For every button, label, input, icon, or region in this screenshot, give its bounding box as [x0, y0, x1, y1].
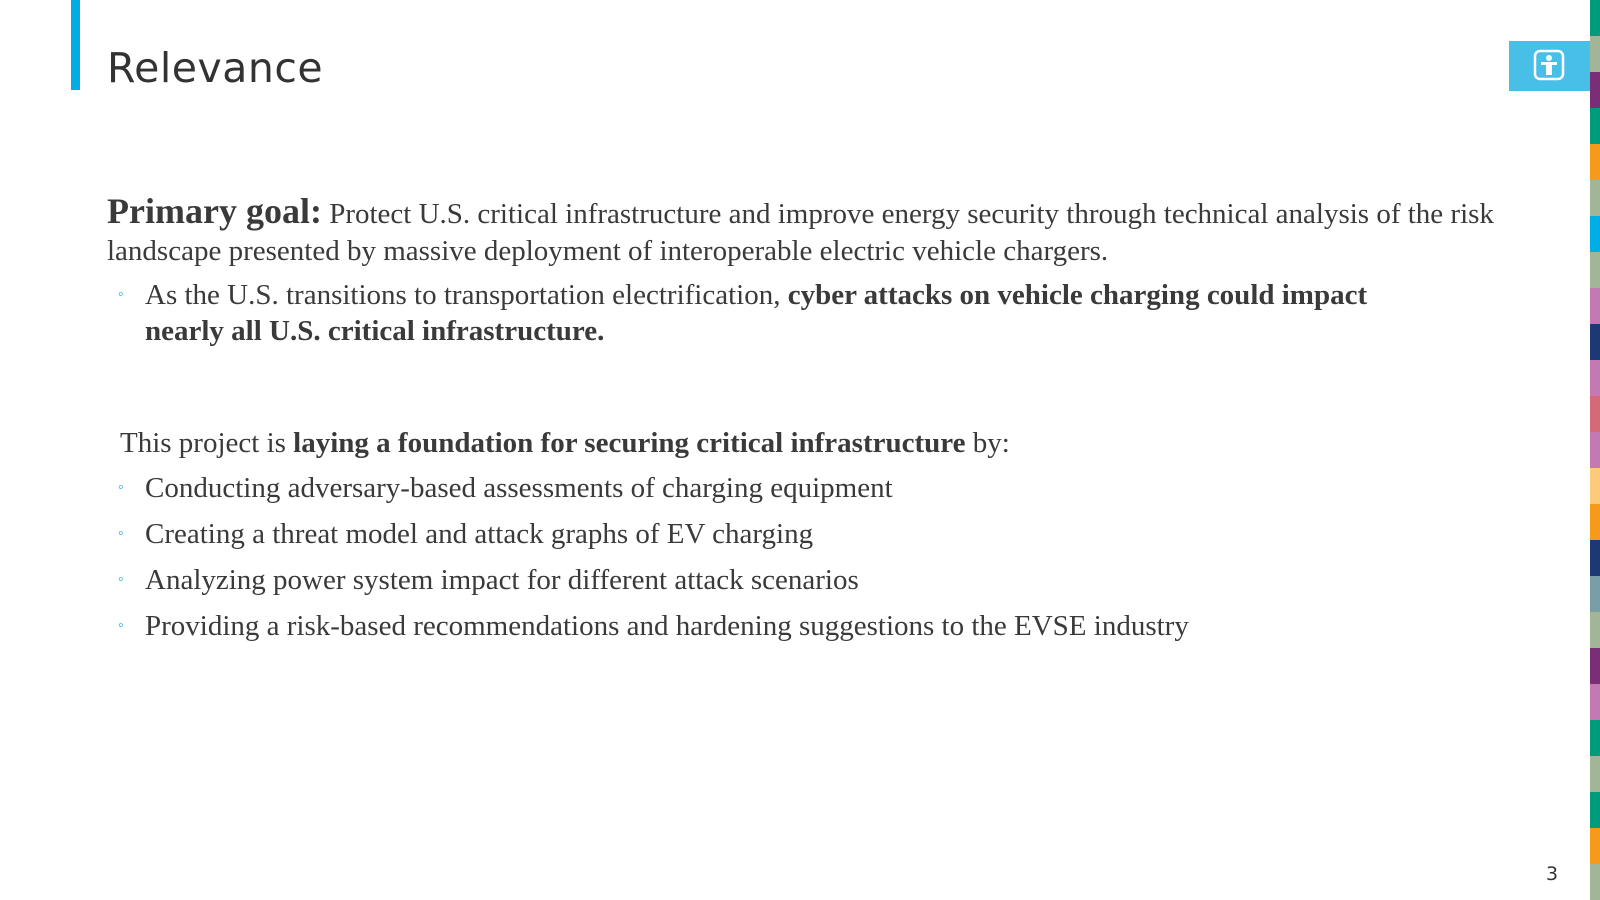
- primary-goal-sub-list: [118, 277, 1418, 349]
- color-bar-segment: [1590, 540, 1600, 576]
- bullet-icon: ◦: [118, 286, 124, 303]
- color-bar-segment: [1590, 252, 1600, 288]
- color-bar-segment: [1590, 864, 1600, 900]
- color-bar-segment: [1590, 684, 1600, 720]
- list-item-text: Providing a risk-based recommendations and hardening suggestions to the EVSE industry: [145, 610, 1189, 642]
- thunderbird-logo-icon: [1533, 49, 1565, 81]
- sub-bullet-text: As the U.S. transitions to transportation electrification,: [145, 279, 788, 311]
- color-bar-segment: [1590, 36, 1600, 72]
- color-bar-segment: [1590, 108, 1600, 144]
- list-item-text: Creating a threat model and attack graphs of EV charging: [145, 518, 814, 550]
- page-number: 3: [1546, 863, 1559, 885]
- color-bar-segment: [1590, 360, 1600, 396]
- list-item: [118, 516, 1468, 552]
- color-bar-segment: [1590, 180, 1600, 216]
- color-bar-segment: [1590, 720, 1600, 756]
- list-item: [118, 562, 1468, 598]
- intro-bold: laying a foundation for securing critical infrastructure: [293, 427, 966, 459]
- title-accent-bar: [71, 0, 80, 90]
- bullet-icon: ◦: [118, 479, 124, 496]
- logo-tab: [1509, 41, 1590, 91]
- color-bar-segment: [1590, 216, 1600, 252]
- color-bar-segment: [1590, 144, 1600, 180]
- list-item: [118, 277, 1418, 349]
- list-item-text: Conducting adversary-based assessments of charging equipment: [145, 472, 893, 504]
- project-intro: [120, 425, 1420, 461]
- color-bar-segment: [1590, 288, 1600, 324]
- color-bar-segment: [1590, 756, 1600, 792]
- intro-prefix: This project is: [120, 427, 294, 459]
- color-bar-segment: [1590, 72, 1600, 108]
- color-bar-segment: [1590, 0, 1600, 36]
- list-item: [118, 470, 1468, 506]
- slide-title: Relevance: [107, 44, 324, 92]
- color-bar-segment: [1590, 432, 1600, 468]
- sub-bullet-bold: cyber attacks on vehicle charging could impact nearly all U.S. critical infrastructure.: [145, 279, 1368, 347]
- project-activities-list: [118, 470, 1468, 654]
- primary-goal-paragraph: [107, 193, 1507, 270]
- intro-suffix: by:: [965, 427, 1010, 459]
- bullet-icon: ◦: [118, 571, 124, 588]
- primary-goal-text: Protect U.S. critical infrastructure and improve energy security through technical analysis of the risk landscape presented by massive deployment of interoperable electric vehicle chargers.: [107, 198, 1494, 267]
- color-bar-segment: [1590, 396, 1600, 432]
- color-bar-segment: [1590, 324, 1600, 360]
- bullet-icon: ◦: [118, 525, 124, 542]
- primary-goal-label: Primary goal:: [107, 191, 322, 231]
- color-bar-segment: [1590, 828, 1600, 864]
- color-bar-segment: [1590, 648, 1600, 684]
- decorative-color-bar: [1590, 0, 1600, 900]
- list-item: [118, 608, 1468, 644]
- list-item-text: Analyzing power system impact for different attack scenarios: [145, 564, 859, 596]
- bullet-icon: ◦: [118, 617, 124, 634]
- color-bar-segment: [1590, 504, 1600, 540]
- color-bar-segment: [1590, 792, 1600, 828]
- color-bar-segment: [1590, 612, 1600, 648]
- color-bar-segment: [1590, 468, 1600, 504]
- color-bar-segment: [1590, 576, 1600, 612]
